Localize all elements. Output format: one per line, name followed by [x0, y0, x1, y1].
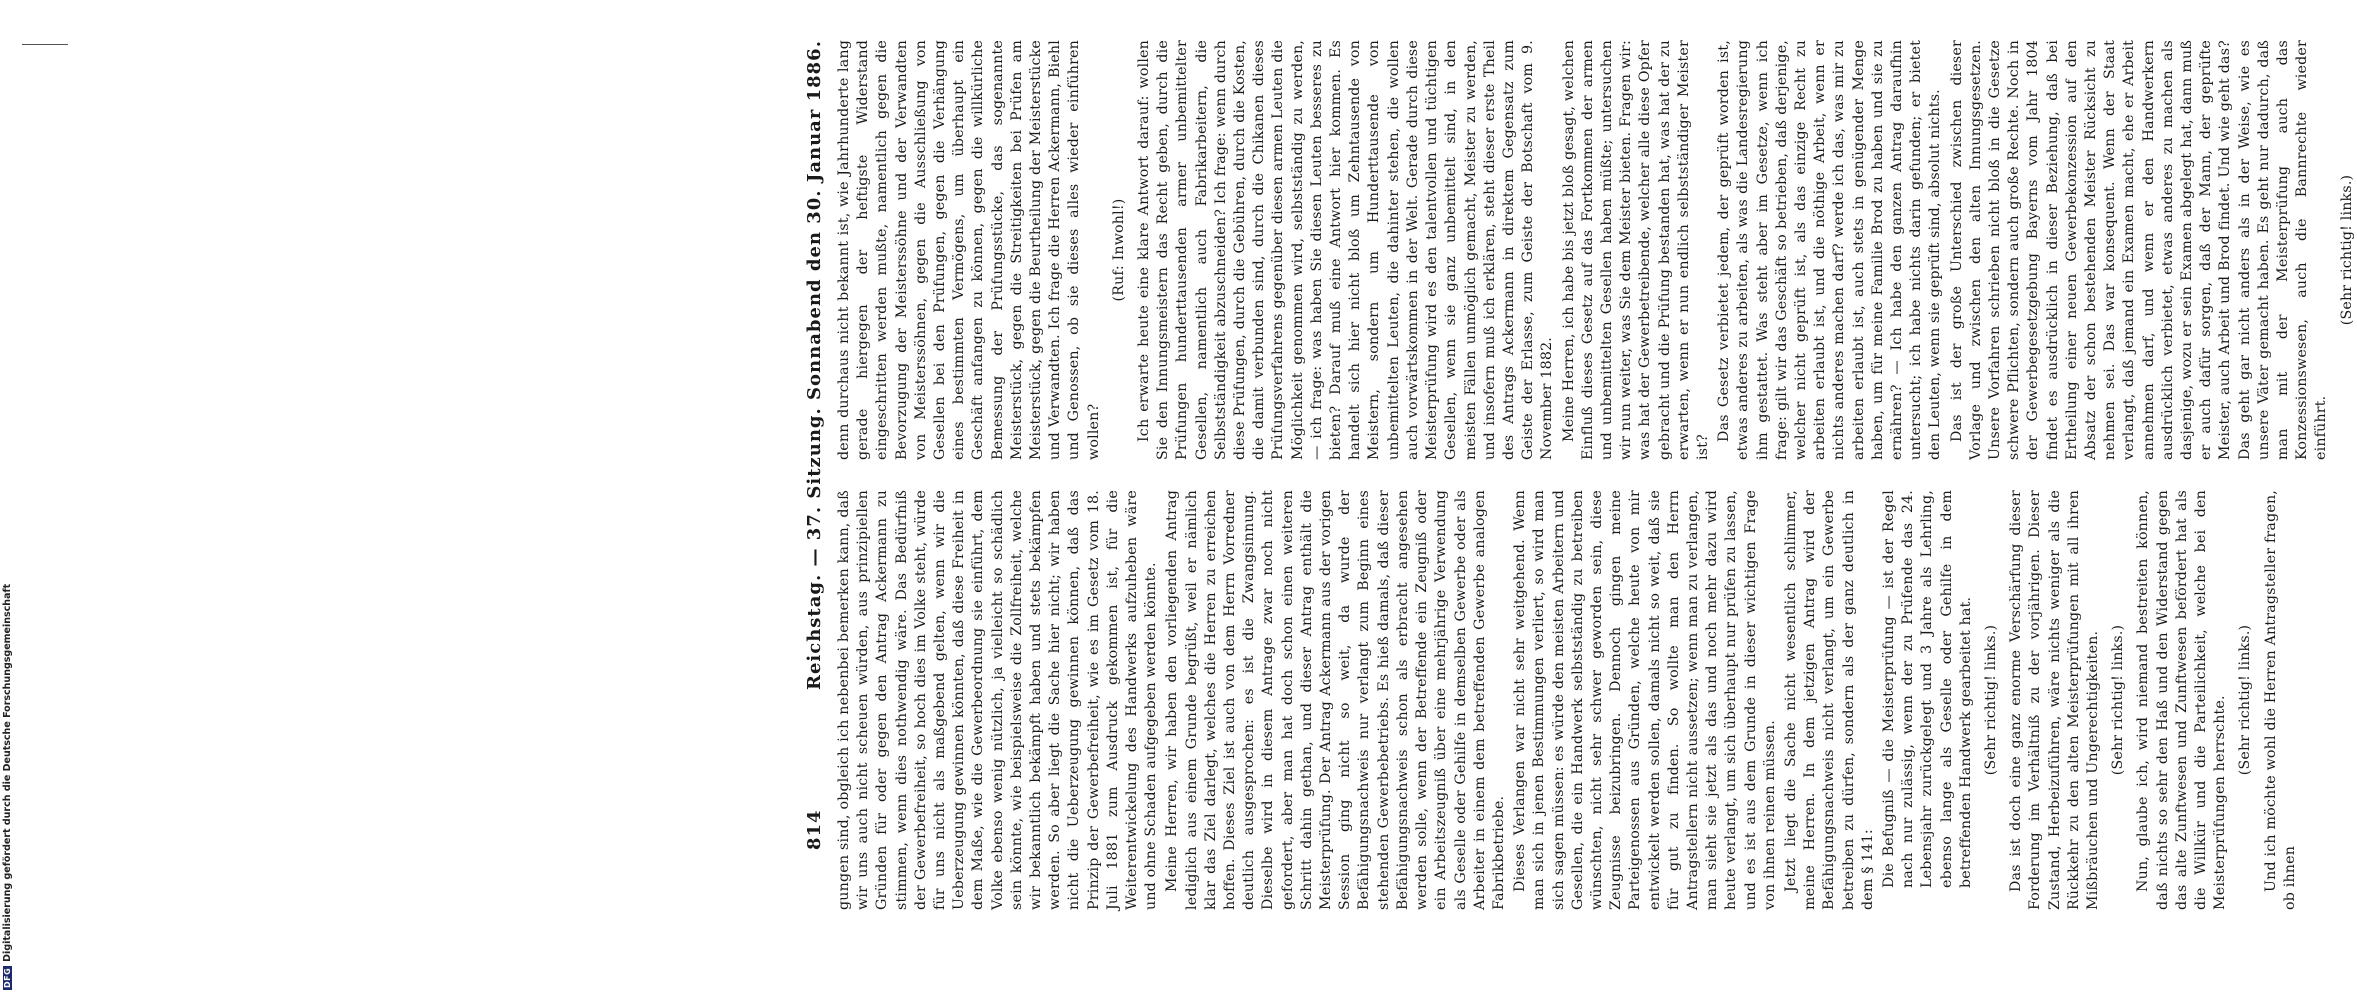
paragraph: Das ist doch eine ganz enorme Verschärfung dieser Forderung im Verhältniß zu der vorjährigen. Dieser Zustand, Herbeizuführen, wäre nichts weniger als die Rückkehr zu den alten Meisterprüfungen mit all ihren Mißbräuchen und Ungerechtigkeiten. — [2008, 490, 2101, 910]
interjection: (Sehr richtig! links.) — [1982, 624, 1999, 776]
dfg-logo-icon: DFG — [3, 967, 12, 988]
interjection: (Sehr richtig! links.) — [2110, 624, 2127, 776]
paragraph: gungen sind, obgleich ich nebenbei bemerken kann, daß wir uns auch nicht scheuen würden, aus prinzipiellen Gründen für oder gegen den Antrag Ackermann zu stimmen, wenn dies nothwendig wäre. Das Bedürfniß der Gewerbefreiheit, so hoch dies im Volke steht, würde für uns nicht als maßgebend gelten, wenn wir die Ueberzeugung gewinnen könnten, daß diese Freiheit in dem Maße, wie die Gewerbeordnung sie einführt, dem Volke ebenso wenig nützlich, ja vielleicht so schädlich sein könnte, wie beispielsweise die Zollfreiheit, welche wir bekanntlich bekämpft haben und stets bekämpfen werden. So aber liegt die Sache hier nicht; wir haben nicht die Ueberzeugung gewinnen können, daß das Prinzip der Gewerbefreiheit, wie es im Gesetz vom 18. Juli 1881 zum Ausdruck gekommen ist, für die Weiterentwickelung des Handwerks aufzuheben wäre und ohne Schaden aufgegeben werden könnte. — [836, 490, 1160, 910]
interjection: (Ruf: Inwohl!) — [1110, 198, 1127, 302]
page-number: 814 — [804, 809, 825, 850]
interjection: (Sehr richtig! links.) — [2338, 174, 2355, 326]
page-title: Reichstag. — 37. Sitzung. Sonnabend den 30. Januar 1886. — [804, 40, 825, 690]
paragraph: Jetzt liegt die Sache nicht wesentlich schlimmer, meine Herren. In dem jetzigen Antrag wird der Befähigungsnachweis nicht verlangt, um ein Gewerbe betreiben zu dürfen, sondern als der ganz deutlich in dem § 141: — [1782, 490, 1876, 910]
right-column — [835, 40, 2355, 460]
paragraph: Das Gesetz verbietet jedem, der geprüft worden ist, etwas anderes zu arbeiten, als was die Landesregierung ihm gestattet. Was steht aber im Gesetze, wenn ich frage: gilt wir das Geschäft so betrieben, daß derjenige, welcher nicht geprüft ist, als das einzige Recht zu arbeiten erlaubt ist, und die nöthige Arbeit, wenn er nichts anderes machen darf? werde ich das, was mir zu arbeiten erlaubt ist, auch stets in genügender Menge haben, um für meine Familie Brod zu haben und sie zu ernähren? — Ich habe den ganzen Antrag daraufhin untersucht; ich habe nichts darin gefunden; er bietet den Leuten, wenn sie geprüft sind, absolut nichts. — [1716, 40, 1944, 460]
paragraph: Ich erwarte heute eine klare Antwort darauf: wollen Sie den Innungsmeistern das Recht geben, durch die Prüfungen hunderttausenden armer unbemittelter Gesellen, namentlich auch Fabrikarbeitern, die Selbstständigkeit abzuschneiden? Ich frage: wenn durch diese Prüfungen, durch die Gebühren, durch die Kosten, die damit verbunden sind, durch die Chikanen dieses Prüfungsverfahrens gegenüber diesen armen Leuten die Möglichkeit genommen wird, selbstständig zu werden, — ich frage: was haben Sie diesen Leuten besseres zu bieten? Darauf muß eine Antwort hier kommen. Es handelt sich hier nicht bloß um Zehntausende von Meistern, sondern um Hunderttausende von unbemittelten Leuten, die dahinter stehen, die wollen auch vorwärtskommen in der Welt. Gerade durch diese Meisterprüfung wird es den talentvollen und tüchtigen Gesellen, wenn sie ganz unbemittelt sind, in den meisten Fällen unmöglich gemacht, Meister zu werden, und insofern muß ich erklären, steht dieser erste Theil des Antrags Ackermann in direktem Gegensatz zum Geiste der Erlasse, zum Geiste der Botschaft vom 9. November 1882. — [1136, 40, 1556, 460]
credit-text: Digitalisierung gefördert durch die Deutsche Forschungsgemeinschaft — [2, 583, 13, 962]
paragraph: Nun, glaube ich, wird niemand bestreiten können, daß nichts so sehr den Haß und den Widerstand gegen das alte Zunftwesen und Zunftwesen befördert hat als die Willkür und die Parteilichkeit, welche bei den Meisterprüfungen herrschte. — [2135, 490, 2229, 910]
quoted-paragraph: Die Befugniß — die Meisterprüfung — ist der Regel nach nur zulässig, wenn der zu Prüfende das 24. Lebensjahr zurückgelegt und 3 Jahre als Lehrling, ebenso lange als Geselle oder Gehilfe in dem betreffenden Handwerk gearbeitet hat. — [1880, 490, 1974, 888]
paragraph: Meine Herren, wir haben den vorliegenden Antrag lediglich aus einem Grunde begrüßt, weil er nämlich klar das Ziel darlegt, welches die Herren zu erreichen hoffen. Dieses Ziel ist auch von dem Herrn Vorredner deutlich ausgesprochen: es ist die Zwangsinnung. Dieselbe wird in diesem Antrage zwar noch nicht gefordert, aber man hat doch schon einen weiteren Schritt dahin gethan, und dieser Antrag enthält die Meisterprüfung. Der Antrag Ackermann aus der vorigen Session ging nicht so weit, da wurde der Befähigungsnachweis nur verlangt zum Beginn eines stehenden Gewerbebetriebs. Es hieß damals, daß dieser Befähigungsnachweis schon als erbracht angesehen werden solle, wenn der Betreffende ein Zeugniß oder ein Arbeitszeugniß über eine mehrjährige Verwendung als Geselle oder Gehilfe in demselben Gewerbe oder als Arbeiter in einem dem betreffenden Gewerbe analogen Fabrikbetriebe. — [1164, 490, 1507, 910]
paragraph: Meine Herren, ich habe bis jetzt bloß gesagt, welchen Einfluß dieses Gesetz auf das Fortkommen der armen und unbemittelten Gesellen haben müßte; untersuchen wir nun weiter, was Sie dem Meister bieten. Fragen wir: was hat der Gewerbetreibende, welcher alle diese Opfer gebracht und die Prüfung bestanden hat, was hat der zu erwarten, wenn er nun endlich selbstständiger Meister ist? — [1560, 40, 1711, 460]
interjection: (Sehr richtig! links.) — [2237, 624, 2254, 776]
paragraph: Dieses Verlangen war nicht sehr weitgehend. Wenn man sich in jenen Bestimmungen verliert, so wird man sich sagen müssen: es würde den meisten Arbeitern und Gesellen, die ein Handwerk selbstständig zu betreiben wünschten, nicht sehr schwer geworden sein, diese Zeugnisse beizubringen. Dennoch gingen meine Parteigenossen aus Gründen, welche heute von mir entwickelt werden sollen, damals nicht so weit, daß sie für gut zu finden. So wollte man den Herrn Antragstellern nicht aussetzen; wenn man zu verlangen, man sieht sie jetzt als das und noch mehr dazu wird heute verlangt, um sich überhaupt nur prüfen zu lassen, und es ist aus dem Grunde in dieser wichtigen Frage von ihnen reinen müssen. — [1512, 490, 1778, 910]
paragraph: Das ist der große Unterschied zwischen dieser Vorlage und zwischen den alten Innungsgesetzen. Unsere Vorfahren schrieben nicht bloß in die Gesetze schwere Pflichten, sondern auch große Rechte. Noch in der Gewerbegesetzgebung Bayerns vom Jahr 1804 findet es ausdrücklich in dieser Beziehung, daß bei Ertheilung einer neuen Gewerbekonzession auf den Absatz der schon bestehenden Meister Rücksicht zu nehmen sei. Das war konsequent. Wenn der Staat verlangt, daß jemand ein Examen macht, ehe er Arbeit annehmen darf, und wenn er den Handwerkern ausdrücklich verbietet, etwas anderes zu machen als dasjenige, wozu er sein Examen abgelegt hat, dann muß er auch dafür sorgen, daß der Mann, der geprüfte Meister, auch Arbeit und Brod findet. Und wie geht das? Das geht gar nicht anders als in der Weise, wie es unsere Väter gemacht haben. Es geht nur dadurch, daß man mit der Meisterprüfung auch das Konzessionswesen, auch die Bannrechte wieder einführt. — [1948, 40, 2330, 460]
paragraph: denn durchaus nicht bekannt ist, wie Jahrhunderte lang gerade hiergegen der heftigste Widerstand eingeschritten werden mußte, namentlich gegen die Bevorzugung der Meisterssöhne und der Verwandten von Meisterssöhnen, gegen die Ausschließung von Gesellen bei den Prüfungen, gegen die Verhängung eines bestimmten Vermögens, um überhaupt ein Geschäft anfangen zu können, gegen die willkürliche Bemessung der Prüfungsstücke, das sogenannte Meisterstück, gegen die Streitigkeiten bei Prüfen am Meisterstück, gegen die Beurtheilung der Meisterstücke und Verwandten. Ich frage die Herren Ackermann, Biehl und Genossen, ob sie dieses alles wieder einführen wollen? — [836, 40, 1102, 460]
paragraph: Und ich möchte wohl die Herren Antragsteller fragen, ob ihnen — [2262, 490, 2298, 910]
left-column — [835, 490, 2298, 910]
